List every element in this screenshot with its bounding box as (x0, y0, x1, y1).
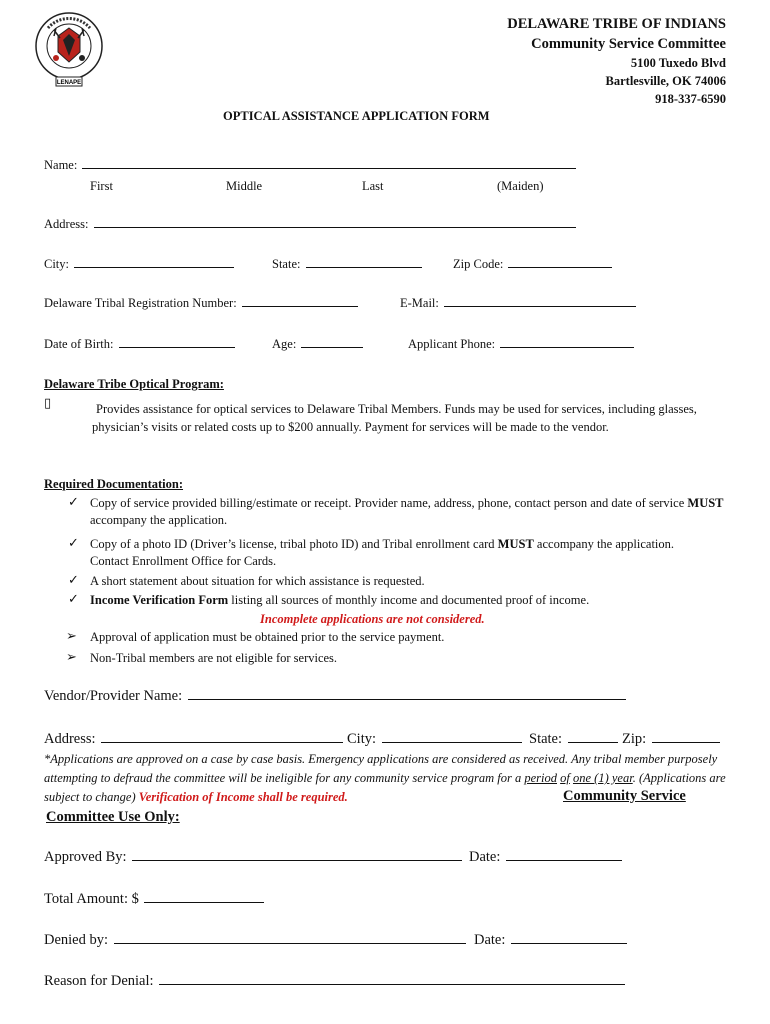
email-label: E-Mail: (400, 296, 439, 310)
vendor-address-label: Address: (44, 731, 96, 747)
approved-field[interactable] (132, 859, 462, 861)
name-middle-label: Middle (226, 179, 263, 193)
disclaimer-one-year: one (1) year (572, 771, 633, 785)
vendor-state-row (529, 731, 620, 748)
arrow-icon: ➢ (66, 628, 77, 643)
org-city: Bartlesville, OK 74006 (605, 74, 726, 88)
approved-label: Approved By: (44, 849, 127, 865)
email-row (400, 296, 638, 311)
reason-row (44, 973, 627, 990)
vendor-city-row (347, 731, 524, 748)
age-label: Age: (272, 337, 297, 351)
program-description: Provides assistance for optical services to Delaware Tribal Members. Funds may be used for services, including glasses, physician’s visits or related costs up to $200 annually. Payment for services will be made to the vendor. (92, 402, 697, 434)
registration-row (44, 296, 360, 311)
registration-label: Delaware Tribal Registration Number: (44, 296, 237, 310)
name-maiden-label: (Maiden) (497, 179, 544, 193)
applicant-phone-label: Applicant Phone: (408, 337, 496, 351)
city-row (44, 257, 236, 272)
dob-label: Date of Birth: (44, 337, 114, 351)
doc-item-income (90, 592, 750, 609)
doc-item-income-tail: listing all sources of monthly income and documented proof of income. (231, 593, 590, 607)
reason-field[interactable] (159, 983, 625, 985)
name-last-label: Last (362, 179, 384, 193)
org-street: 5100 Tuxedo Blvd (630, 56, 726, 70)
total-field[interactable] (144, 901, 264, 903)
denied-date-field[interactable] (511, 942, 627, 944)
disclaimer-period: period (524, 771, 557, 785)
vendor-city-label: City: (347, 731, 377, 747)
age-field[interactable] (301, 346, 363, 348)
address-label: Address: (44, 217, 89, 231)
dob-field[interactable] (119, 346, 235, 348)
doc-item-photo-id (90, 536, 690, 570)
name-row (44, 158, 578, 173)
committee-name: Community Service Committee (531, 36, 726, 52)
email-field[interactable] (444, 305, 636, 307)
vendor-address-field[interactable] (101, 741, 343, 743)
vendor-city-field[interactable] (382, 741, 522, 743)
vendor-state-label: State: (529, 731, 563, 747)
note-non-tribal: Non-Tribal members are not eligible for services. (90, 651, 338, 665)
vendor-zip-field[interactable] (652, 741, 720, 743)
tribal-seal-logo (34, 10, 104, 94)
denied-field[interactable] (114, 942, 466, 944)
disclaimer-subject-to-change: . (Applications are subject to change) (44, 771, 726, 804)
total-row (44, 891, 266, 908)
applicant-phone-field[interactable] (500, 346, 634, 348)
state-label: State: (272, 257, 301, 271)
city-field[interactable] (74, 266, 234, 268)
applicant-phone-row (408, 337, 636, 352)
total-label: Total Amount: $ (44, 891, 139, 907)
disclaimer-of: of (560, 771, 570, 785)
name-first-label: First (90, 179, 113, 193)
name-label: Name: (44, 158, 78, 172)
form-title: OPTICAL ASSISTANCE APPLICATION FORM (223, 109, 490, 123)
doc-item-billing (90, 495, 730, 529)
doc-item-billing-tail: accompany the application. (90, 513, 228, 527)
doc-item-photo-id-must: MUST (497, 537, 534, 551)
age-row (272, 337, 365, 352)
state-row (272, 257, 424, 272)
doc-item-billing-must: MUST (687, 496, 724, 510)
doc-item-billing-text: Copy of service provided billing/estimate or receipt. Provider name, address, phone, contact person and date of service (90, 496, 685, 510)
zip-field[interactable] (508, 266, 612, 268)
verification-notice: Verification of Income shall be required. (138, 790, 348, 804)
check-icon: ✓ (68, 494, 79, 509)
reason-label: Reason for Denial: (44, 973, 154, 989)
denied-date-label: Date: (474, 932, 506, 948)
svg-text:LENAPE: LENAPE (56, 80, 82, 86)
org-phone: 918-337-6590 (655, 92, 726, 106)
program-heading: Delaware Tribe Optical Program: (44, 377, 224, 391)
arrow-icon: ➢ (66, 649, 77, 664)
denied-label: Denied by: (44, 932, 109, 948)
approved-row (44, 849, 464, 866)
vendor-name-label: Vendor/Provider Name: (44, 688, 183, 704)
approved-date-field[interactable] (506, 859, 622, 861)
income-verification-form-label: Income Verification Form (90, 593, 229, 607)
check-icon: ✓ (68, 535, 79, 550)
vendor-name-field[interactable] (188, 698, 626, 700)
denied-date-row (474, 932, 629, 949)
committee-use-heading-1: Community Service (563, 788, 686, 804)
address-field[interactable] (94, 226, 576, 228)
documentation-heading: Required Documentation: (44, 477, 184, 491)
vendor-name-row (44, 688, 628, 705)
doc-item-photo-id-text: Copy of a photo ID (Driver’s license, tribal photo ID) and Tribal enrollment card (90, 537, 495, 551)
disclaimer-text: *Applications are approved on a case by case basis. Emergency applications are considered as received. Any tribal member purposely attempting to defraud the committee will be ineligible for any community service program for a (44, 752, 718, 785)
vendor-zip-label: Zip: (622, 731, 647, 747)
vendor-address-row (44, 731, 345, 748)
approved-date-label: Date: (469, 849, 501, 865)
org-name: DELAWARE TRIBE OF INDIANS (507, 16, 726, 32)
city-label: City: (44, 257, 70, 271)
committee-use-heading-2: Committee Use Only: (46, 809, 180, 825)
approved-date-row (469, 849, 624, 866)
check-icon: ✓ (68, 591, 79, 606)
denied-row (44, 932, 468, 949)
incomplete-warning: Incomplete applications are not considered. (260, 612, 485, 626)
address-row (44, 217, 578, 232)
zip-row (453, 257, 614, 272)
program-checkbox[interactable]: ▯ (44, 395, 52, 410)
state-field[interactable] (306, 266, 422, 268)
note-approval: Approval of application must be obtained prior to the service payment. (90, 630, 445, 644)
check-icon: ✓ (68, 572, 79, 587)
doc-item-photo-id-tail: accompany the application. Contact Enrollment Office for Cards. (90, 537, 675, 568)
vendor-state-field[interactable] (568, 741, 618, 743)
zip-label: Zip Code: (453, 257, 504, 271)
dob-row (44, 337, 237, 352)
registration-field[interactable] (242, 305, 358, 307)
vendor-zip-row (622, 731, 722, 748)
doc-item-statement: A short statement about situation for which assistance is requested. (90, 574, 425, 588)
name-field[interactable] (82, 167, 576, 169)
